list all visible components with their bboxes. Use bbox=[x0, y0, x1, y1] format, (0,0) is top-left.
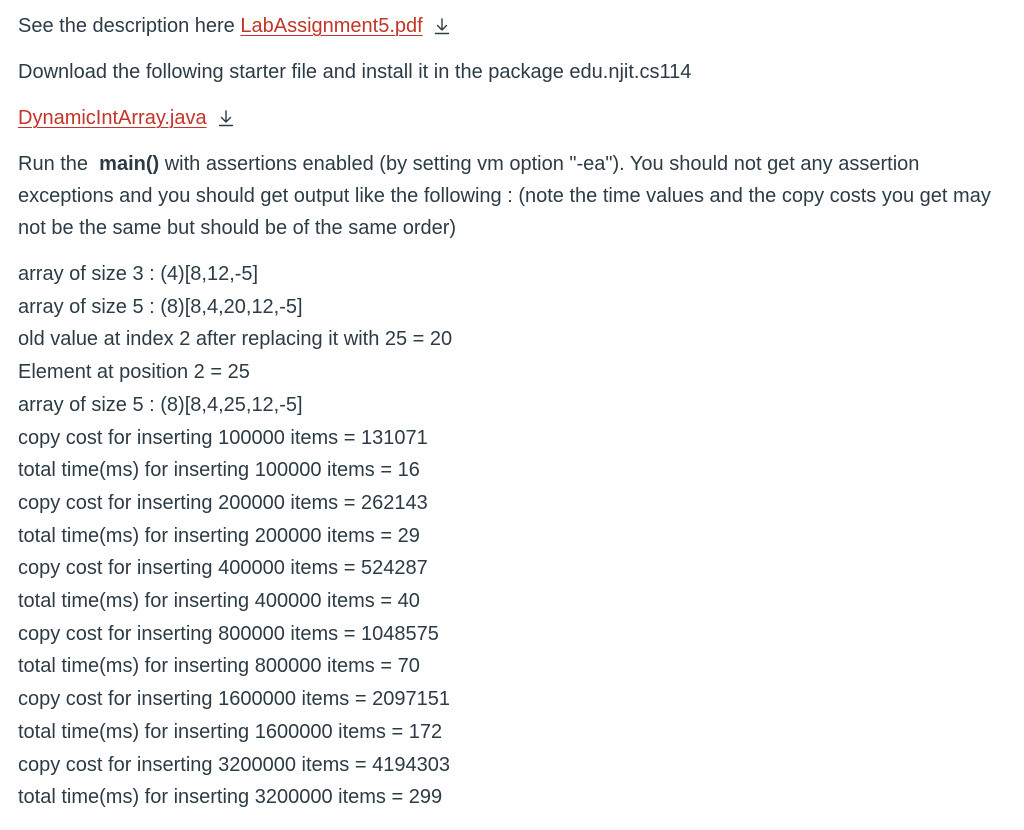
output-line: total time(ms) for inserting 3200000 items = 299 bbox=[18, 786, 443, 809]
expected-output bbox=[18, 258, 1008, 814]
starter-file-link-paragraph bbox=[18, 102, 1008, 134]
output-line: Element at position 2 = 25 bbox=[18, 361, 250, 384]
output-line: total time(ms) for inserting 400000 items = 40 bbox=[18, 590, 420, 613]
output-line: copy cost for inserting 200000 items = 262143 bbox=[18, 491, 428, 514]
labassignment-pdf-link[interactable]: LabAssignment5.pdf bbox=[240, 15, 423, 37]
output-line: copy cost for inserting 100000 items = 131071 bbox=[18, 426, 428, 449]
output-line: copy cost for inserting 400000 items = 524287 bbox=[18, 557, 428, 580]
output-line: copy cost for inserting 1600000 items = 2097151 bbox=[18, 688, 450, 711]
output-line: total time(ms) for inserting 200000 items = 29 bbox=[18, 524, 420, 547]
output-line: copy cost for inserting 800000 items = 1048575 bbox=[18, 622, 439, 645]
output-line: copy cost for inserting 3200000 items = 4194303 bbox=[18, 753, 450, 776]
run-instructions-paragraph bbox=[18, 148, 1008, 244]
output-line: total time(ms) for inserting 800000 items = 70 bbox=[18, 655, 420, 678]
download-icon[interactable] bbox=[217, 109, 235, 127]
download-icon[interactable] bbox=[433, 17, 451, 35]
run-prefix: Run the bbox=[18, 153, 100, 175]
assignment-content bbox=[18, 10, 1008, 814]
output-line: array of size 3 : (4)[8,12,-5] bbox=[18, 263, 259, 285]
output-line: total time(ms) for inserting 100000 items = 16 bbox=[18, 459, 420, 482]
output-line: old value at index 2 after replacing it with 25 = 20 bbox=[18, 328, 453, 351]
description-paragraph bbox=[18, 10, 1008, 42]
run-suffix: with assertions enabled (by setting vm option "-ea"). You should not get any assertion exceptions and you should get output like the following : (note the time values and the copy costs you get may not be the same but should be of the same order) bbox=[18, 153, 991, 239]
main-method-name: main() bbox=[99, 153, 160, 175]
output-line: array of size 5 : (8)[8,4,20,12,-5] bbox=[18, 295, 303, 318]
output-line: array of size 5 : (8)[8,4,25,12,-5] bbox=[18, 393, 303, 416]
dynamicintarray-java-link[interactable]: DynamicIntArray.java bbox=[18, 107, 207, 129]
description-prefix: See the description here bbox=[18, 15, 241, 37]
starter-file-paragraph: Download the following starter file and install it in the package edu.njit.cs114 bbox=[18, 61, 692, 83]
output-line: total time(ms) for inserting 1600000 items = 172 bbox=[18, 720, 443, 743]
